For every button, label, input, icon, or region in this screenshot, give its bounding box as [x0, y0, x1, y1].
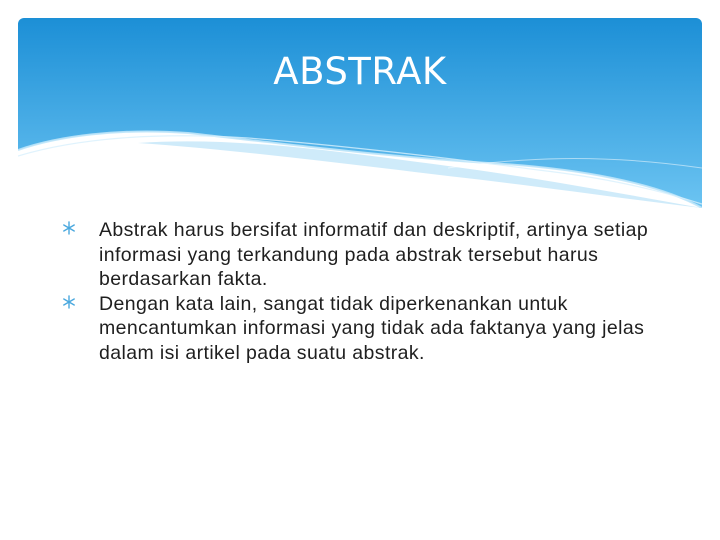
title-banner — [18, 18, 702, 208]
bullet-item — [62, 292, 662, 366]
bullet-text: Abstrak harus bersifat informatif dan deskriptif, artinya setiap informasi yang terkandung pada abstrak tersebut harus berdasarkan fakta. — [99, 219, 649, 290]
banner-graphic — [18, 18, 702, 208]
bullet-list — [62, 218, 662, 365]
slide-title: ABSTRAK — [273, 50, 447, 93]
asterisk-icon — [62, 221, 76, 235]
bullet-item — [62, 218, 662, 292]
asterisk-icon — [62, 295, 76, 309]
bullet-text: Dengan kata lain, sangat tidak diperkenankan untuk mencantumkan informasi yang tidak ada faktanya yang jelas dalam isi artikel pada suatu abstrak. — [99, 292, 645, 364]
